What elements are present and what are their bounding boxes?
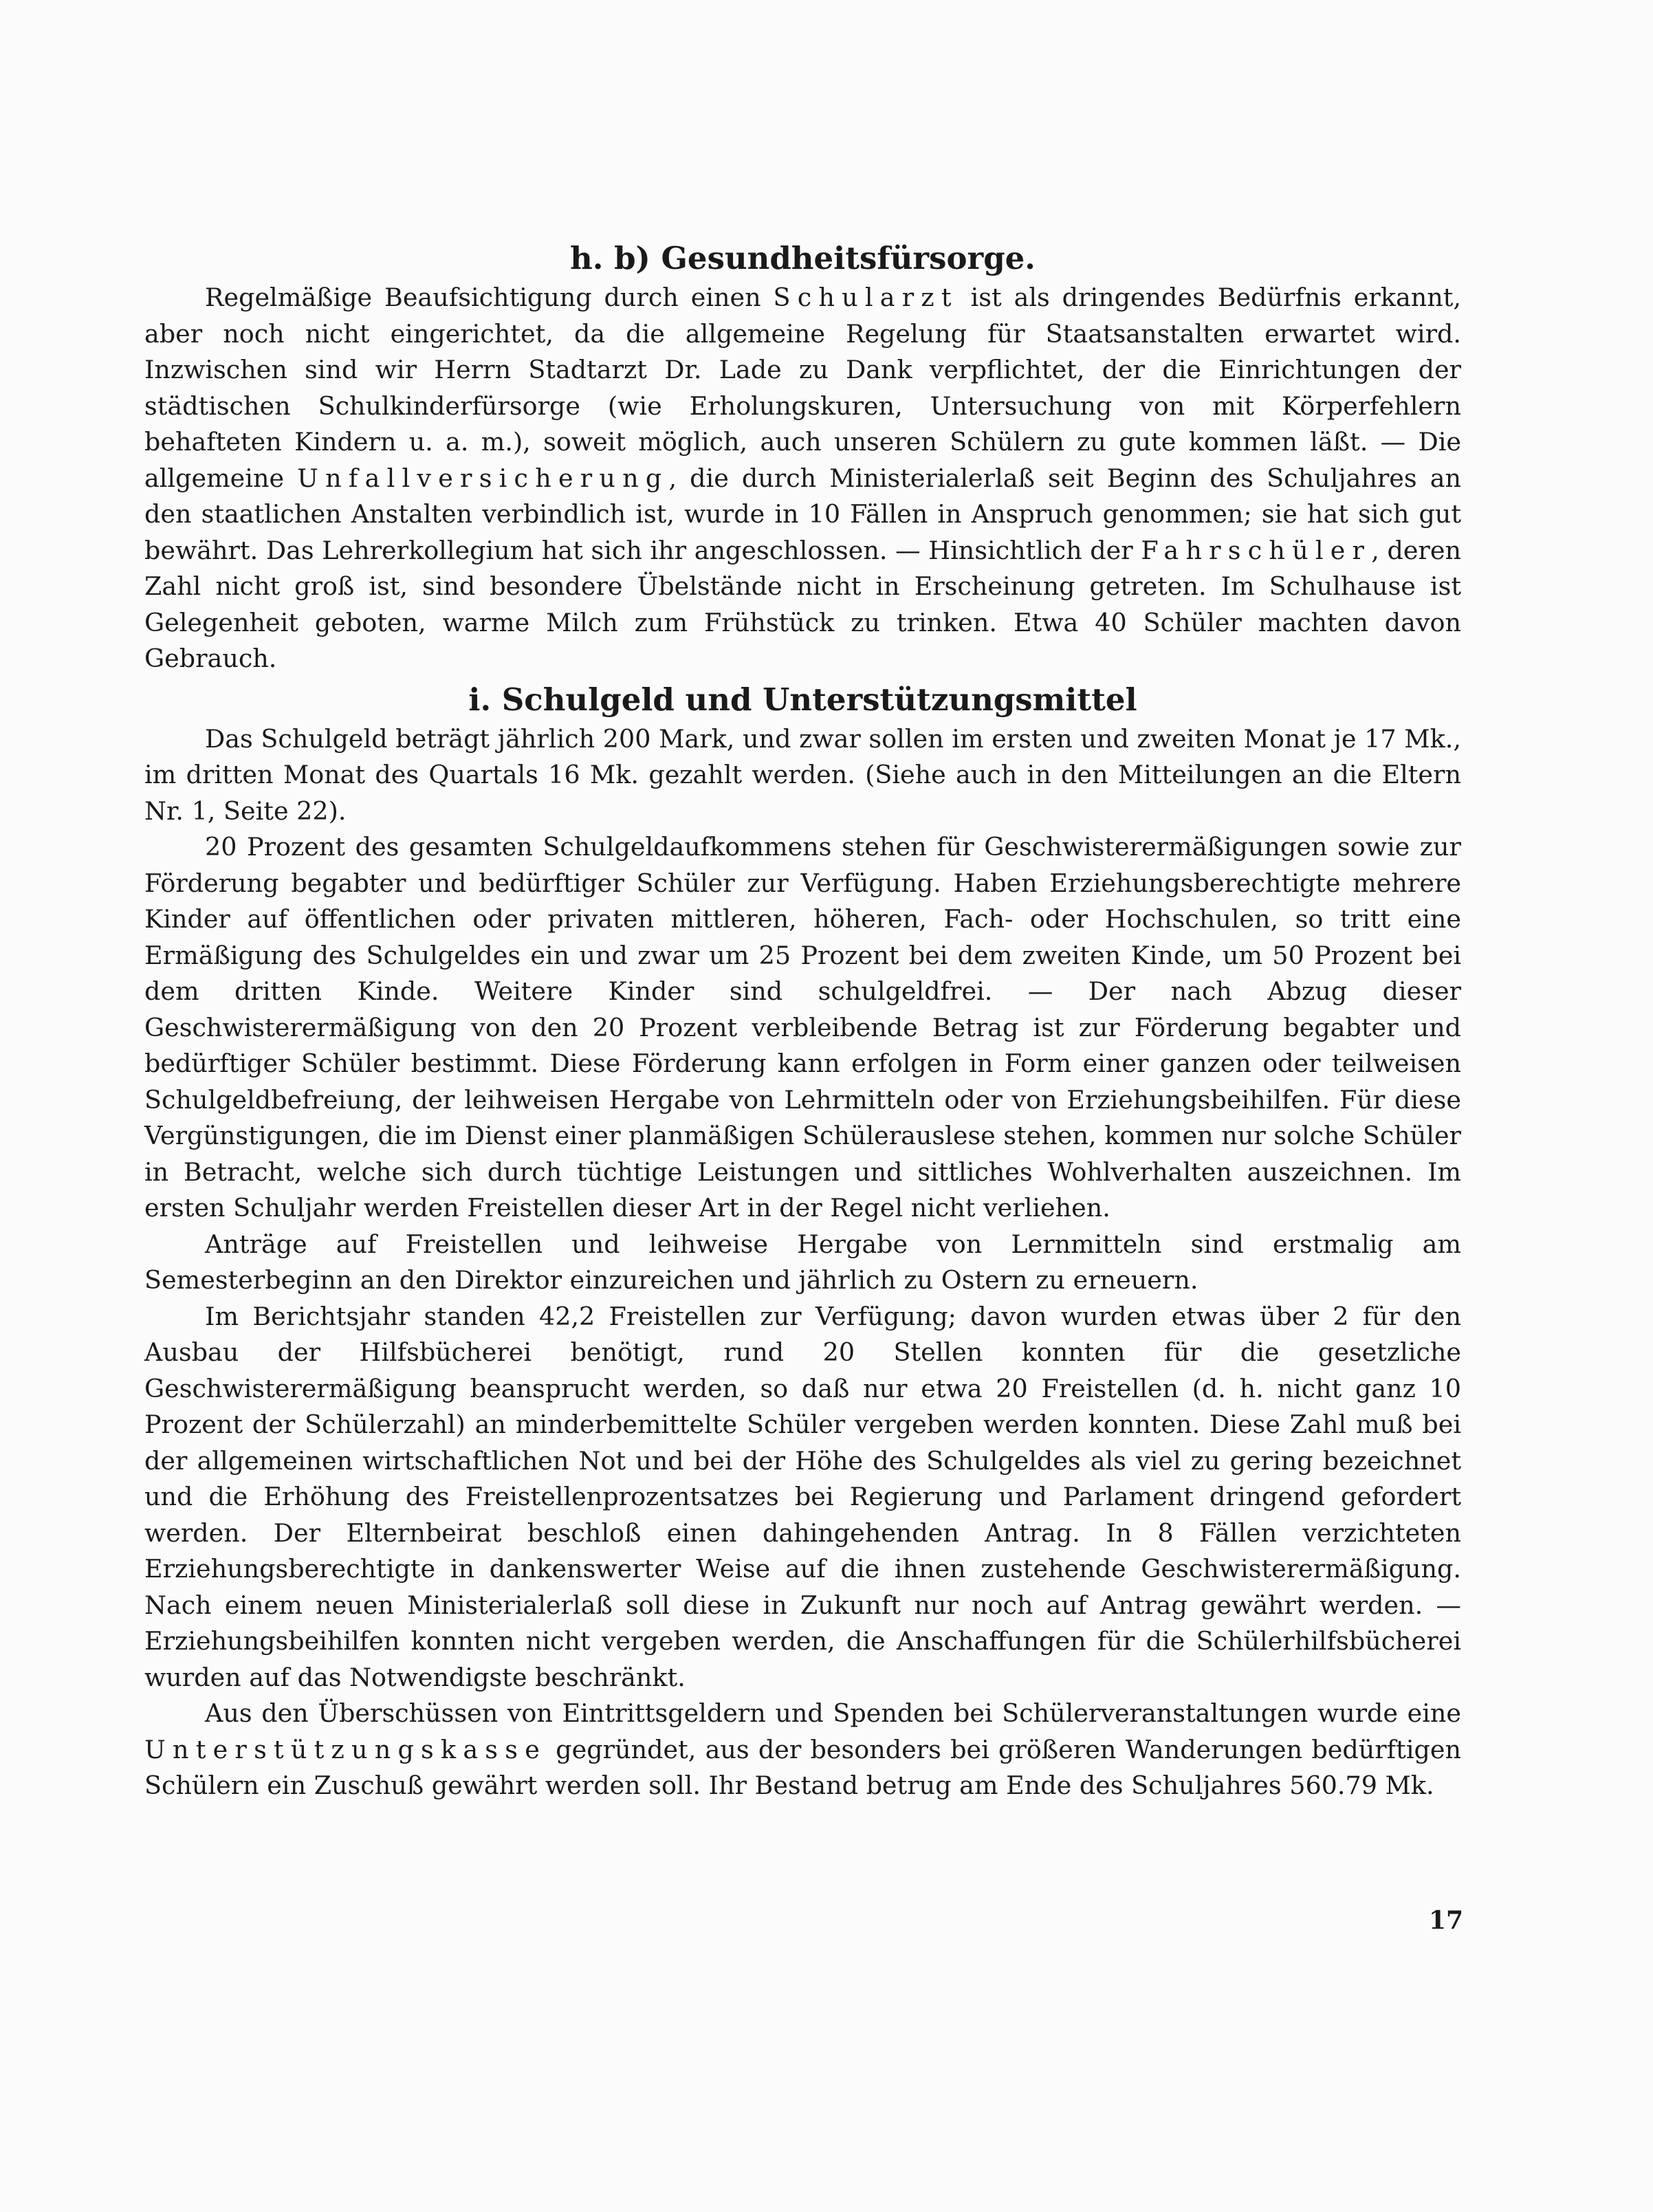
text-run: Aus den Überschüssen von Eintrittsgeldern und Spenden bei Schülerveranstaltungen wurde eine xyxy=(205,1698,1461,1728)
section-i-paragraph-4: Im Berichtsjahr standen 42,2 Freistellen zur Verfügung; davon wurden etwas über 2 für den Ausbau der Hilfsbücherei benötigt, rund 20 Stellen konnten für die gesetzliche Geschwisterermäßigung beansprucht werden, so daß nur etwa 20 Freistellen (d. h. nicht ganz 10 Prozent der Schülerzahl) an minderbemittelte Schüler vergeben werden konnten. Diese Zahl muß bei der allgemeinen wirtschaftlichen Not und bei der Höhe des Schulgeldes als viel zu gering bezeichnet und die Erhöhung des Freistellenprozentsatzes bei Regierung und Parlament dringend gefordert werden. Der Elternbeirat beschloß einen dahingehenden Antrag. In 8 Fällen verzichteten Erziehungsberechtigte in dankenswerter Weise auf die ihnen zustehende Geschwisterermäßigung. Nach einem neuen Ministerialerlaß soll diese in Zukunft nur noch auf Antrag gewährt werden. — Erziehungsbeihilfen konnten nicht vergeben werden, die Anschaffungen für die Schülerhilfsbücherei wurden auf das Notwendigste beschränkt. xyxy=(144,1301,1461,1692)
page-number: 17 xyxy=(1429,1906,1464,1935)
page-content xyxy=(144,237,1461,1804)
section-i-heading: i. Schulgeld und Unterstützungsmittel xyxy=(468,681,1137,718)
spaced-term-fahrschueler: Fahrschüler xyxy=(1141,535,1372,565)
section-i-paragraph-1: Das Schulgeld beträgt jährlich 200 Mark, und zwar sollen im ersten und zweiten Monat je 17 Mk., im dritten Monat des Quartals 16 Mk. gezahlt werden. (Siehe auch in den Mitteilungen an die Eltern Nr. 1, Seite 22). xyxy=(144,723,1461,826)
spaced-term-schularzt: Schularzt xyxy=(773,283,959,312)
section-h-paragraph xyxy=(144,280,1461,677)
spaced-term-unfallversicherung: Unfallversicherung xyxy=(297,463,669,493)
text-run: , die durch Ministerialerlaß seit Beginn des Schuljahres an den staatlichen Anstalten verbindlich ist, wurde in 10 Fällen in Anspruch genommen; sie hat sich gut bewährt. Das Lehrerkollegium hat sich ihr angeschlossen. — Hinsichtlich der xyxy=(144,463,1461,565)
section-h-heading: h. b) Gesundheitsfürsorge. xyxy=(570,240,1036,276)
section-i-paragraph-2: 20 Prozent des gesamten Schulgeldaufkommens stehen für Geschwisterermäßigungen sowie zur Förderung begabter und bedürftiger Schüler zur Verfügung. Haben Erziehungsberechtigte mehrere Kinder auf öffentlichen oder privaten mittleren, höheren, Fach- oder Hochschulen, so tritt eine Ermäßigung des Schulgeldes ein und zwar um 25 Prozent bei dem zweiten Kinde, um 50 Prozent bei dem dritten Kinde. Weitere Kinder sind schulgeldfrei. — Der nach Abzug dieser Geschwisterermäßigung von den 20 Prozent verbleibende Betrag ist zur Förderung begabter und bedürftiger Schüler bestimmt. Diese Förderung kann erfolgen in Form einer ganzen oder teilweisen Schulgeldbefreiung, der leihweisen Hergabe von Lehrmitteln oder von Erziehungsbeihilfen. Für diese Vergünstigungen, die im Dienst einer planmäßigen Schülerauslese stehen, kommen nur solche Schüler in Betracht, welche sich durch tüchtige Leistungen und sittliches Wohlverhalten auszeichnen. Im ersten Schuljahr werden Freistellen dieser Art in der Regel nicht verliehen. xyxy=(144,832,1462,1223)
section-i-paragraph-5 xyxy=(144,1696,1461,1804)
text-run: ist als dringendes Bedürfnis erkannt, aber noch nicht eingerichtet, da die allgemeine Regelung für Staatsanstalten erwartet wird. Inzwischen sind wir Herrn Stadtarzt Dr. Lade zu Dank verpflichtet, der die Einrichtungen der städtischen Schulkinderfürsorge (wie Erholungskuren, Untersuchung von mit Körperfehlern behafteten Kindern u. a. m.), soweit möglich, auch unseren Schülern zu gute kommen läßt. — Die allgemeine xyxy=(144,283,1461,493)
text-run: Regelmäßige Beaufsichtigung durch einen xyxy=(205,283,774,312)
section-i-paragraph-3: Anträge auf Freistellen und leihweise Hergabe von Lernmitteln sind erstmalig am Semesterbeginn an den Direktor einzureichen und jährlich zu Ostern zu erneuern. xyxy=(144,1229,1461,1295)
text-run: , deren Zahl nicht groß ist, sind besondere Übelstände nicht in Erscheinung getreten. Im Schulhause ist Gelegenheit geboten, warme Milch zum Frühstück zu trinken. Etwa 40 Schüler machten davon Gebrauch. xyxy=(144,535,1461,673)
text-run: gegründet, aus der besonders bei größeren Wanderungen bedürftigen Schülern ein Zuschuß gewährt werden soll. Ihr Bestand betrug am Ende des Schuljahres 560.79 Mk. xyxy=(144,1734,1461,1800)
spaced-term-unterstuetzungskasse: Unterstützungskasse xyxy=(144,1734,547,1764)
